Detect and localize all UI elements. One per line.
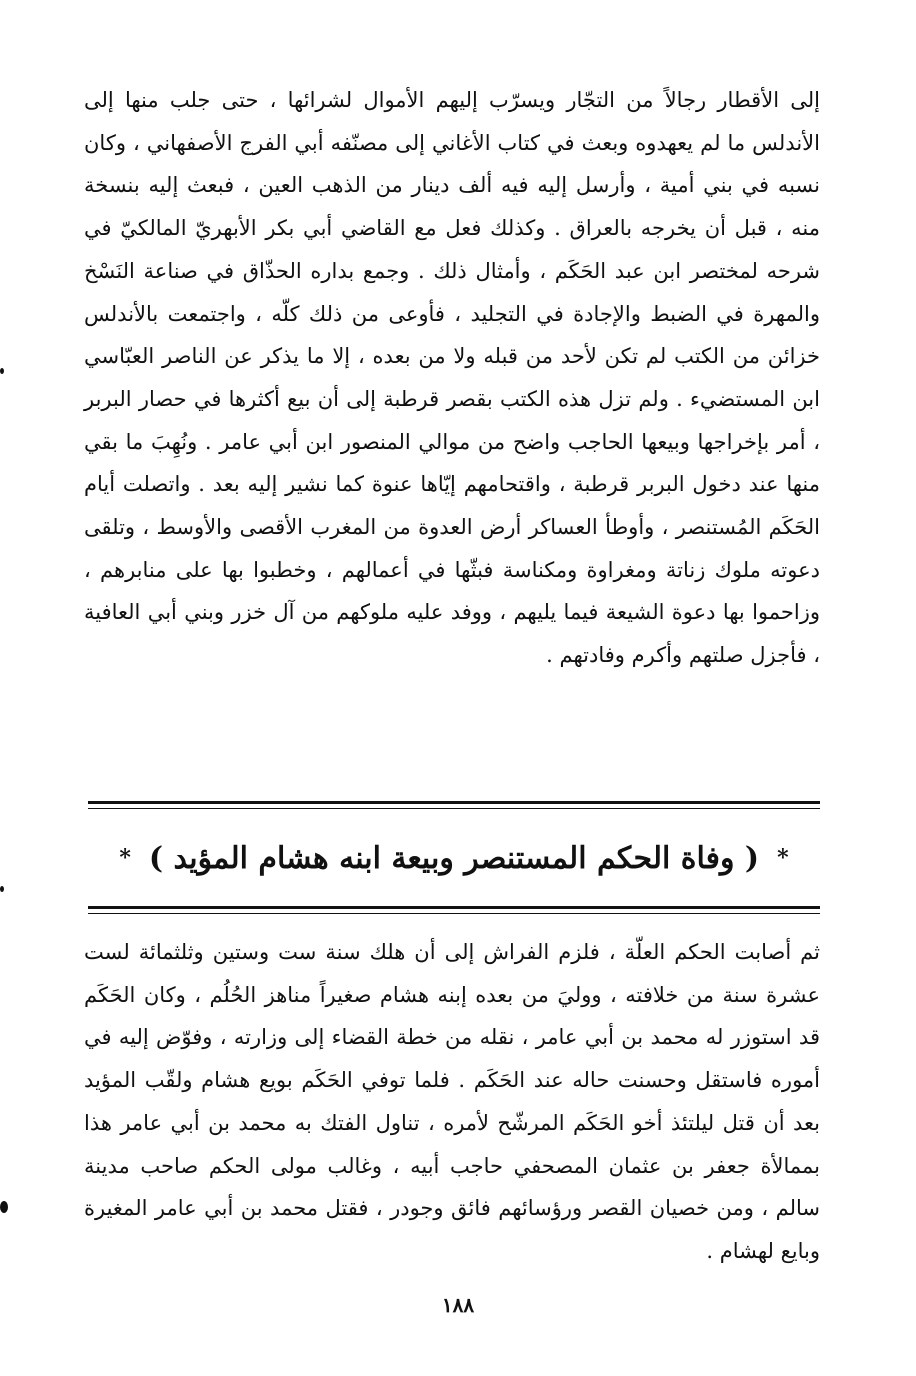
page-number: ١٨٨ [441, 1293, 475, 1317]
text-line: هشام ولقّب المؤيد بعد أن قتل ليلتئذ أخو الحَكَم المرشّح لأمره ، تناول الفتك به [84, 1068, 820, 1135]
text-line: بنسخة منه ، قبل أن يخرجه بالعراق . وكذلك فعل مع القاضي أبي بكر الأبهريّ [84, 173, 820, 241]
text-line: صناعة النَسْخ والمهرة في الضبط والإجادة في التجليد ، فأوعى من ذلك كلّه ، [84, 258, 820, 326]
text-line: أعمالهم ، وخطبوا بها على منابرهم ، وزاحموا بها دعوة الشيعة فيما يليهم ، ووفد عليه [84, 557, 820, 625]
text-line: ثم أصابت الحكم العلّة ، فلزم الفراش إلى أن هلك سنة ست وستين وثلثمائة لست [84, 940, 820, 964]
scan-mark [0, 886, 4, 892]
text-line: عشرة سنة من خلافته ، ووليَ من بعده إبنه هشام صغيراً مناهز الحُلُم ، وكان [135, 982, 820, 1007]
heading-top-rule-thick [88, 801, 820, 804]
text-line: وكان نسبه في بني أمية ، وأرسل إليه فيه ألف دينار من الذهب العين ، فبعث إليه [84, 130, 820, 198]
text-line: محمد بن أبي عامر هذا بممالأة جعفر بن عثمان المصحفي حاجب أبيه ، وغالب مولى [84, 1110, 820, 1178]
text-line: واجتمعت بالأندلس خزائن من الكتب لم تكن لأحد من قبله ولا من بعده ، إلا ما [84, 301, 820, 369]
scan-mark [0, 1201, 8, 1213]
text-line: ابن أبي عامر . ونُهِبَ ما بقي منها عند دخول البربر قرطبة ، واقتحامهم إيّاها عنوة كما [84, 429, 820, 497]
top-paragraph [84, 79, 820, 677]
text-line: وفوّض إليه في أموره فاستقل وحسنت حاله عند الحَكَم . فلما توفي الحَكَم بويع [84, 1025, 820, 1093]
text-line: محمد بن أبي عامر المغيرة وبايع لهشام . [84, 1196, 820, 1263]
heading-star-right: * [777, 845, 789, 871]
text-line: نشير إليه بعد . واتصلت أيام الحَكَم المُستنصر ، وأوطأ العساكر أرض العدوة من [84, 472, 821, 540]
section-heading [88, 828, 820, 888]
heading-bottom-rule-thin [88, 913, 820, 914]
text-line: إلى الأقطار رجالاً من التجّار ويسرّب إليهم الأموال لشرائها ، حتى جلب منها إلى [84, 88, 820, 112]
text-line: ملوكهم من آل خزر وبني أبي العافية ، فأجزل صلتهم وأكرم وفادتهم . [84, 600, 820, 668]
text-line: بيع أكثرها في حصار البربر ، أمر بإخراجها وبيعها الحاجب واضح من موالي المنصور [84, 386, 820, 454]
scan-mark [0, 368, 4, 374]
heading-bottom-rule-thick [88, 906, 820, 909]
text-line: الحَكَم قد استوزر له محمد بن أبي عامر ، نقله من خطة القضاء إلى وزارته ، [84, 982, 820, 1050]
text-line: الحكم صاحب مدينة سالم ، ومن خصيان القصر ورؤسائهم فائق وجودر ، فقتل [84, 1153, 820, 1221]
text-line: المغرب الأقصى والأوسط ، وتلقى دعوته ملوك زناتة ومغراوة ومكناسة فبثّها في [84, 515, 820, 582]
text-line: الأندلس ما لم يعهدوه وبعث في كتاب الأغاني إلى مصنّفه أبي الفرج الأصفهاني ، [125, 130, 820, 155]
text-line: المالكيّ في شرحه لمختصر ابن عبد الحَكَم ، وأمثال ذلك . وجمع بداره الحذّاق في [84, 216, 821, 283]
text-line: يذكر عن الناصر العبّاسي ابن المستضيء . ولم تزل هذه الكتب بقصر قرطبة إلى أن [84, 344, 820, 411]
section-heading-text: ( وفاة الحكم المستنصر وبيعة ابنه هشام المؤيد ) [148, 840, 760, 876]
heading-top-rule-thin [88, 808, 820, 809]
bottom-paragraph [84, 931, 820, 1273]
heading-star-left: * [119, 845, 131, 871]
